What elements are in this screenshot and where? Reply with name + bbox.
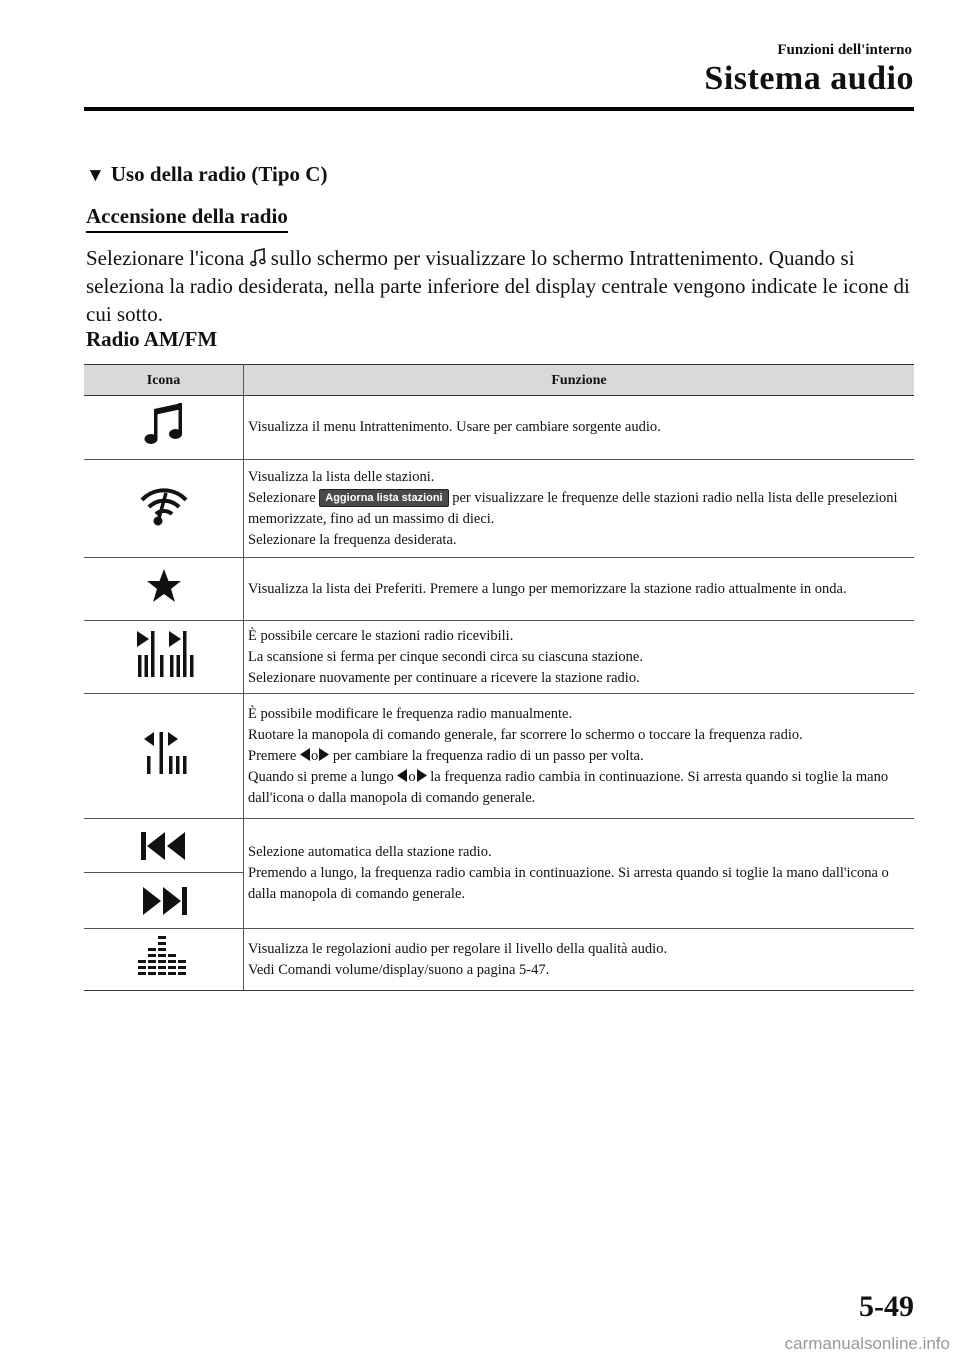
desc-text: Selezionare: [248, 489, 320, 506]
table-row: [84, 396, 914, 460]
triangle-right-icon: [318, 748, 329, 761]
desc-line: [248, 488, 908, 530]
seek-back-wrap: [84, 819, 243, 873]
desc-cell: [244, 558, 915, 621]
desc-line: Ruotare la manopola di comando generale, far scorrere lo schermo o toccare la frequenza radio.: [248, 726, 803, 743]
desc-line: [248, 767, 908, 809]
desc-line: Visualizza il menu Intrattenimento. Usare per cambiare sorgente audio.: [248, 419, 661, 435]
desc-text: o: [310, 747, 319, 764]
icon-cell: [84, 694, 244, 819]
station-list-icon[interactable]: [139, 483, 189, 527]
table-row: [84, 460, 914, 558]
desc-line: La scansione si ferma per cinque secondi circa su ciascuna stazione.: [248, 648, 643, 665]
desc-line: Selezionare la frequenza desiderata.: [248, 531, 457, 548]
desc-text: per cambiare la frequenza radio di un passo per volta.: [329, 747, 644, 764]
manual-tune-icon[interactable]: [139, 730, 189, 776]
icon-cell: [84, 558, 244, 621]
desc-text: o: [408, 768, 416, 785]
desc-line: Visualizza la lista dei Preferiti. Premere a lungo per memorizzare la stazione radio attualmente in onda.: [248, 580, 847, 597]
desc-line: Vedi Comandi volume/display/suono a pagina 5-47.: [248, 961, 550, 978]
icon-cell: [84, 460, 244, 558]
star-icon[interactable]: [145, 568, 183, 604]
table-row: [84, 929, 914, 991]
desc-line: Premendo a lungo, la frequenza radio cambia in continuazione. Si arresta quando si toglie la mano dall'icona o dalla manopola di comando generale.: [248, 865, 889, 902]
aggiorna-lista-stazioni-button[interactable]: Aggiorna lista stazioni: [319, 489, 448, 507]
desc-text: per visualizzare le frequenze delle stazioni radio nella lista delle preselezioni memorizzate, fino ad un massimo di dieci.: [248, 489, 898, 527]
icon-cell: [84, 929, 244, 991]
icon-cell: [84, 396, 244, 460]
triangle-bullet-icon: ▼: [86, 165, 105, 186]
header-icona: Icona: [84, 365, 244, 396]
desc-cell: [244, 396, 915, 460]
music-note-icon[interactable]: [142, 401, 186, 447]
icon-cell: [84, 819, 244, 929]
seek-back-icon[interactable]: [139, 830, 189, 862]
triangle-left-icon: [300, 748, 311, 761]
table-row: [84, 558, 914, 621]
triangle-left-icon: [397, 769, 408, 782]
page-number: 5-49: [859, 1290, 914, 1323]
table-header-row: [84, 365, 914, 396]
triangle-right-icon: [416, 769, 427, 782]
header-funzione: Funzione: [244, 365, 915, 396]
desc-line: È possibile modificare le frequenza radio manualmente.: [248, 705, 573, 722]
watermark: carmanualsonline.info: [784, 1334, 950, 1353]
music-note-inline-icon: [250, 248, 266, 268]
desc-cell: [244, 819, 915, 929]
table-row: [84, 819, 914, 929]
header-section: Funzioni dell'interno: [777, 42, 912, 58]
subheading: Accensione della radio: [86, 204, 288, 233]
functions-table: [84, 364, 914, 991]
desc-line: Selezione automatica della stazione radio.: [248, 844, 492, 860]
icon-cell: [84, 621, 244, 694]
desc-line: Visualizza la lista delle stazioni.: [248, 468, 435, 485]
desc-text: Premere: [248, 747, 300, 764]
scan-icon[interactable]: [133, 629, 195, 679]
radio-am-fm-label: Radio AM/FM: [86, 327, 218, 351]
table-row: [84, 694, 914, 819]
intro-before: Selezionare l'icona: [86, 246, 250, 270]
seek-forward-icon[interactable]: [139, 885, 189, 917]
desc-text: la frequenza radio cambia in continuazione. Si arresta quando si toglie la mano dall'icona o dalla manopola di comando generale.: [248, 768, 889, 806]
intro-paragraph: [86, 244, 916, 328]
header-title: Sistema audio: [704, 60, 914, 97]
section-title-text: Uso della radio (Tipo C): [110, 162, 328, 186]
desc-line: [248, 746, 908, 767]
desc-cell: [244, 929, 915, 991]
desc-cell: [244, 621, 915, 694]
desc-text: Quando si preme a lungo: [248, 768, 398, 785]
desc-line: Selezionare nuovamente per continuare a ricevere la stazione radio.: [248, 669, 640, 686]
seek-forward-wrap: [84, 873, 243, 928]
desc-cell: [244, 460, 915, 558]
desc-cell: [244, 694, 915, 819]
section-title: [86, 162, 327, 187]
desc-line: Visualizza le regolazioni audio per regolare il livello della qualità audio.: [248, 940, 668, 957]
desc-line: È possibile cercare le stazioni radio ricevibili.: [248, 627, 514, 644]
intro-after: sullo schermo per visualizzare lo schermo Intrattenimento. Quando si seleziona la radio desiderata, nella parte inferiore del display centrale vengono indicate le icone di cui sotto.: [86, 246, 910, 326]
header-rule: [84, 107, 914, 111]
table-row: [84, 621, 914, 694]
sound-settings-icon[interactable]: [134, 934, 194, 978]
